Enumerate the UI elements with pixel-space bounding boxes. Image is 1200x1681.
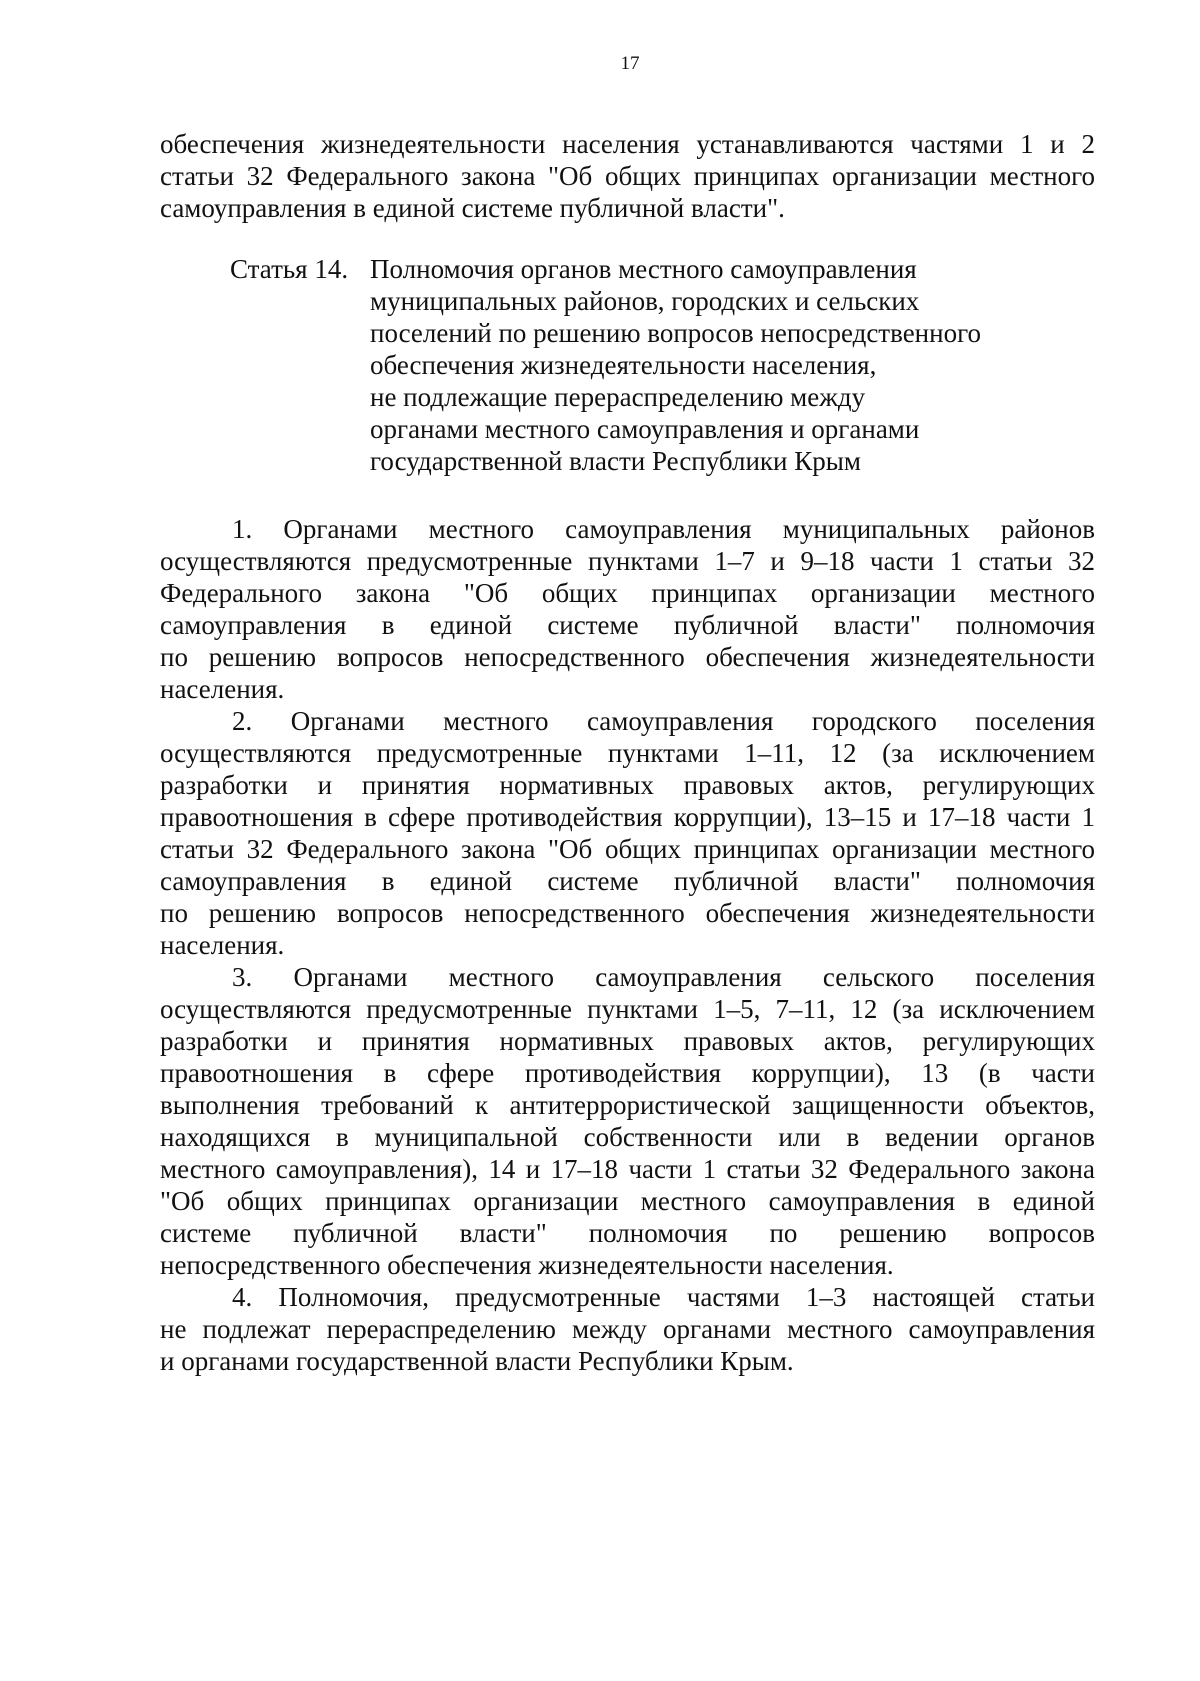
intro-line: статьи 32 Федерального закона "Об общих принципах организации местного (160, 161, 1095, 191)
article-title-line: Полномочия органов местного самоуправления (370, 254, 917, 284)
article-label: Статья 14. (230, 254, 349, 284)
paragraph-line: по решению вопросов непосредственного обеспечения жизнедеятельности (160, 642, 1095, 672)
paragraph-line: "Об общих принципах организации местного самоуправления в единой (160, 1186, 1095, 1216)
paragraph-3 (160, 961, 1095, 1281)
article-title-line: государственной власти Республики Крым (370, 446, 861, 476)
paragraph-line: осуществляются предусмотренные пунктами 1–7 и 9–18 части 1 статьи 32 (160, 546, 1095, 576)
intro-line: обеспечения жизнедеятельности населения устанавливаются частями 1 и 2 (160, 129, 1095, 159)
paragraph-2 (160, 705, 1095, 961)
article-title-line: органами местного самоуправления и органами (370, 414, 920, 444)
paragraph-line: разработки и принятия нормативных правовых актов, регулирующих (160, 1026, 1095, 1056)
article-title-line: обеспечения жизнедеятельности населения, (370, 350, 877, 380)
paragraph-line: выполнения требований к антитеррористической защищенности объектов, (160, 1090, 1095, 1120)
paragraph-line: 3. Органами местного самоуправления сельского поселения (232, 962, 1095, 992)
paragraph-line: населения. (160, 674, 285, 704)
intro-line: самоуправления в единой системе публичной власти". (160, 193, 785, 223)
paragraph-line: самоуправления в единой системе публичной власти" полномочия (160, 866, 1095, 896)
paragraph-line: правоотношения в сфере противодействия коррупции), 13–15 и 17–18 части 1 (160, 802, 1095, 832)
paragraph-line: самоуправления в единой системе публичной власти" полномочия (160, 610, 1095, 640)
paragraph-line: правоотношения в сфере противодействия коррупции), 13 (в части (160, 1058, 1095, 1088)
paragraph-line: непосредственного обеспечения жизнедеятельности населения. (160, 1250, 894, 1280)
article-title-line: не подлежащие перераспределению между (370, 382, 866, 412)
paragraph-line: статьи 32 Федерального закона "Об общих принципах организации местного (160, 834, 1095, 864)
intro-paragraph (160, 128, 1095, 224)
paragraph-line: 4. Полномочия, предусмотренные частями 1–3 настоящей статьи (232, 1282, 1095, 1312)
article-title-line: поселений по решению вопросов непосредственного (370, 318, 981, 348)
page-number: 17 (620, 53, 640, 74)
paragraph-line: Федерального закона "Об общих принципах организации местного (160, 578, 1095, 608)
paragraph-line: находящихся в муниципальной собственности или в ведении органов (160, 1122, 1095, 1152)
paragraph-line: 2. Органами местного самоуправления городского поселения (232, 706, 1095, 736)
paragraph-line: осуществляются предусмотренные пунктами 1–11, 12 (за исключением (160, 738, 1095, 768)
paragraph-line: 1. Органами местного самоуправления муниципальных районов (232, 514, 1095, 544)
paragraph-line: осуществляются предусмотренные пунктами 1–5, 7–11, 12 (за исключением (160, 994, 1095, 1024)
paragraph-1 (160, 513, 1095, 705)
paragraph-line: не подлежат перераспределению между органами местного самоуправления (160, 1314, 1095, 1344)
paragraph-line: и органами государственной власти Республики Крым. (160, 1346, 794, 1376)
paragraph-line: системе публичной власти" полномочия по решению вопросов (160, 1218, 1095, 1248)
paragraph-line: населения. (160, 930, 285, 960)
paragraph-line: по решению вопросов непосредственного обеспечения жизнедеятельности (160, 898, 1095, 928)
article-heading (230, 253, 981, 477)
paragraph-4 (160, 1281, 1095, 1377)
article-title-line: муниципальных районов, городских и сельских (370, 286, 920, 316)
paragraph-line: разработки и принятия нормативных правовых актов, регулирующих (160, 770, 1095, 800)
paragraph-line: местного самоуправления), 14 и 17–18 части 1 статьи 32 Федерального закона (160, 1154, 1095, 1184)
